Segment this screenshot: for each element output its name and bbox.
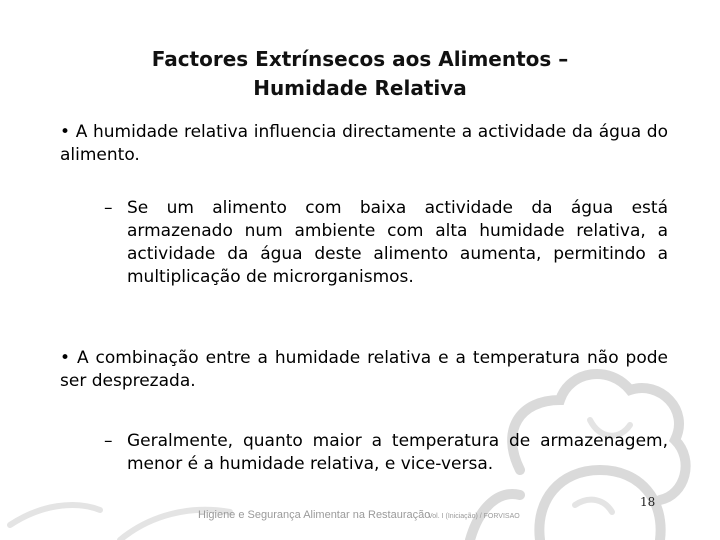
bullet-item-1	[60, 121, 668, 167]
footer-small-text: Vol. I (Iniciação) / FORVISAO	[428, 513, 520, 520]
bullet-text: A combinação entre a humidade relativa e a temperatura não pode ser desprezada.	[60, 348, 668, 391]
slide-title	[60, 45, 660, 103]
sub-bullet-marker: –	[104, 198, 113, 218]
sub-bullet-item-1	[104, 197, 668, 289]
bullet-text: A humidade relativa influencia directamente a actividade da água do alimento.	[60, 122, 668, 165]
bullet-marker: •	[60, 348, 71, 368]
sub-bullet-text: Se um alimento com baixa actividade da água está armazenado num ambiente com alta humidade relativa, a actividade da água deste alimento aumenta, permitindo a multiplicação de microrganismos.	[127, 198, 668, 287]
bullet-marker: •	[60, 122, 71, 142]
page-number: 18	[640, 495, 656, 509]
bullet-item-2	[60, 347, 668, 393]
sub-bullet-item-2	[104, 430, 668, 476]
slide-title-line-2: Humidade Relativa	[253, 76, 467, 100]
footer-text: Higiene e Segurança Alimentar na Restauração	[198, 509, 431, 521]
sub-bullet-text: Geralmente, quanto maior a temperatura de armazenagem, menor é a humidade relativa, e vice-versa.	[127, 431, 668, 474]
sub-bullet-marker: –	[104, 431, 113, 451]
slide-title-line-1: Factores Extrínsecos aos Alimentos –	[151, 47, 569, 71]
